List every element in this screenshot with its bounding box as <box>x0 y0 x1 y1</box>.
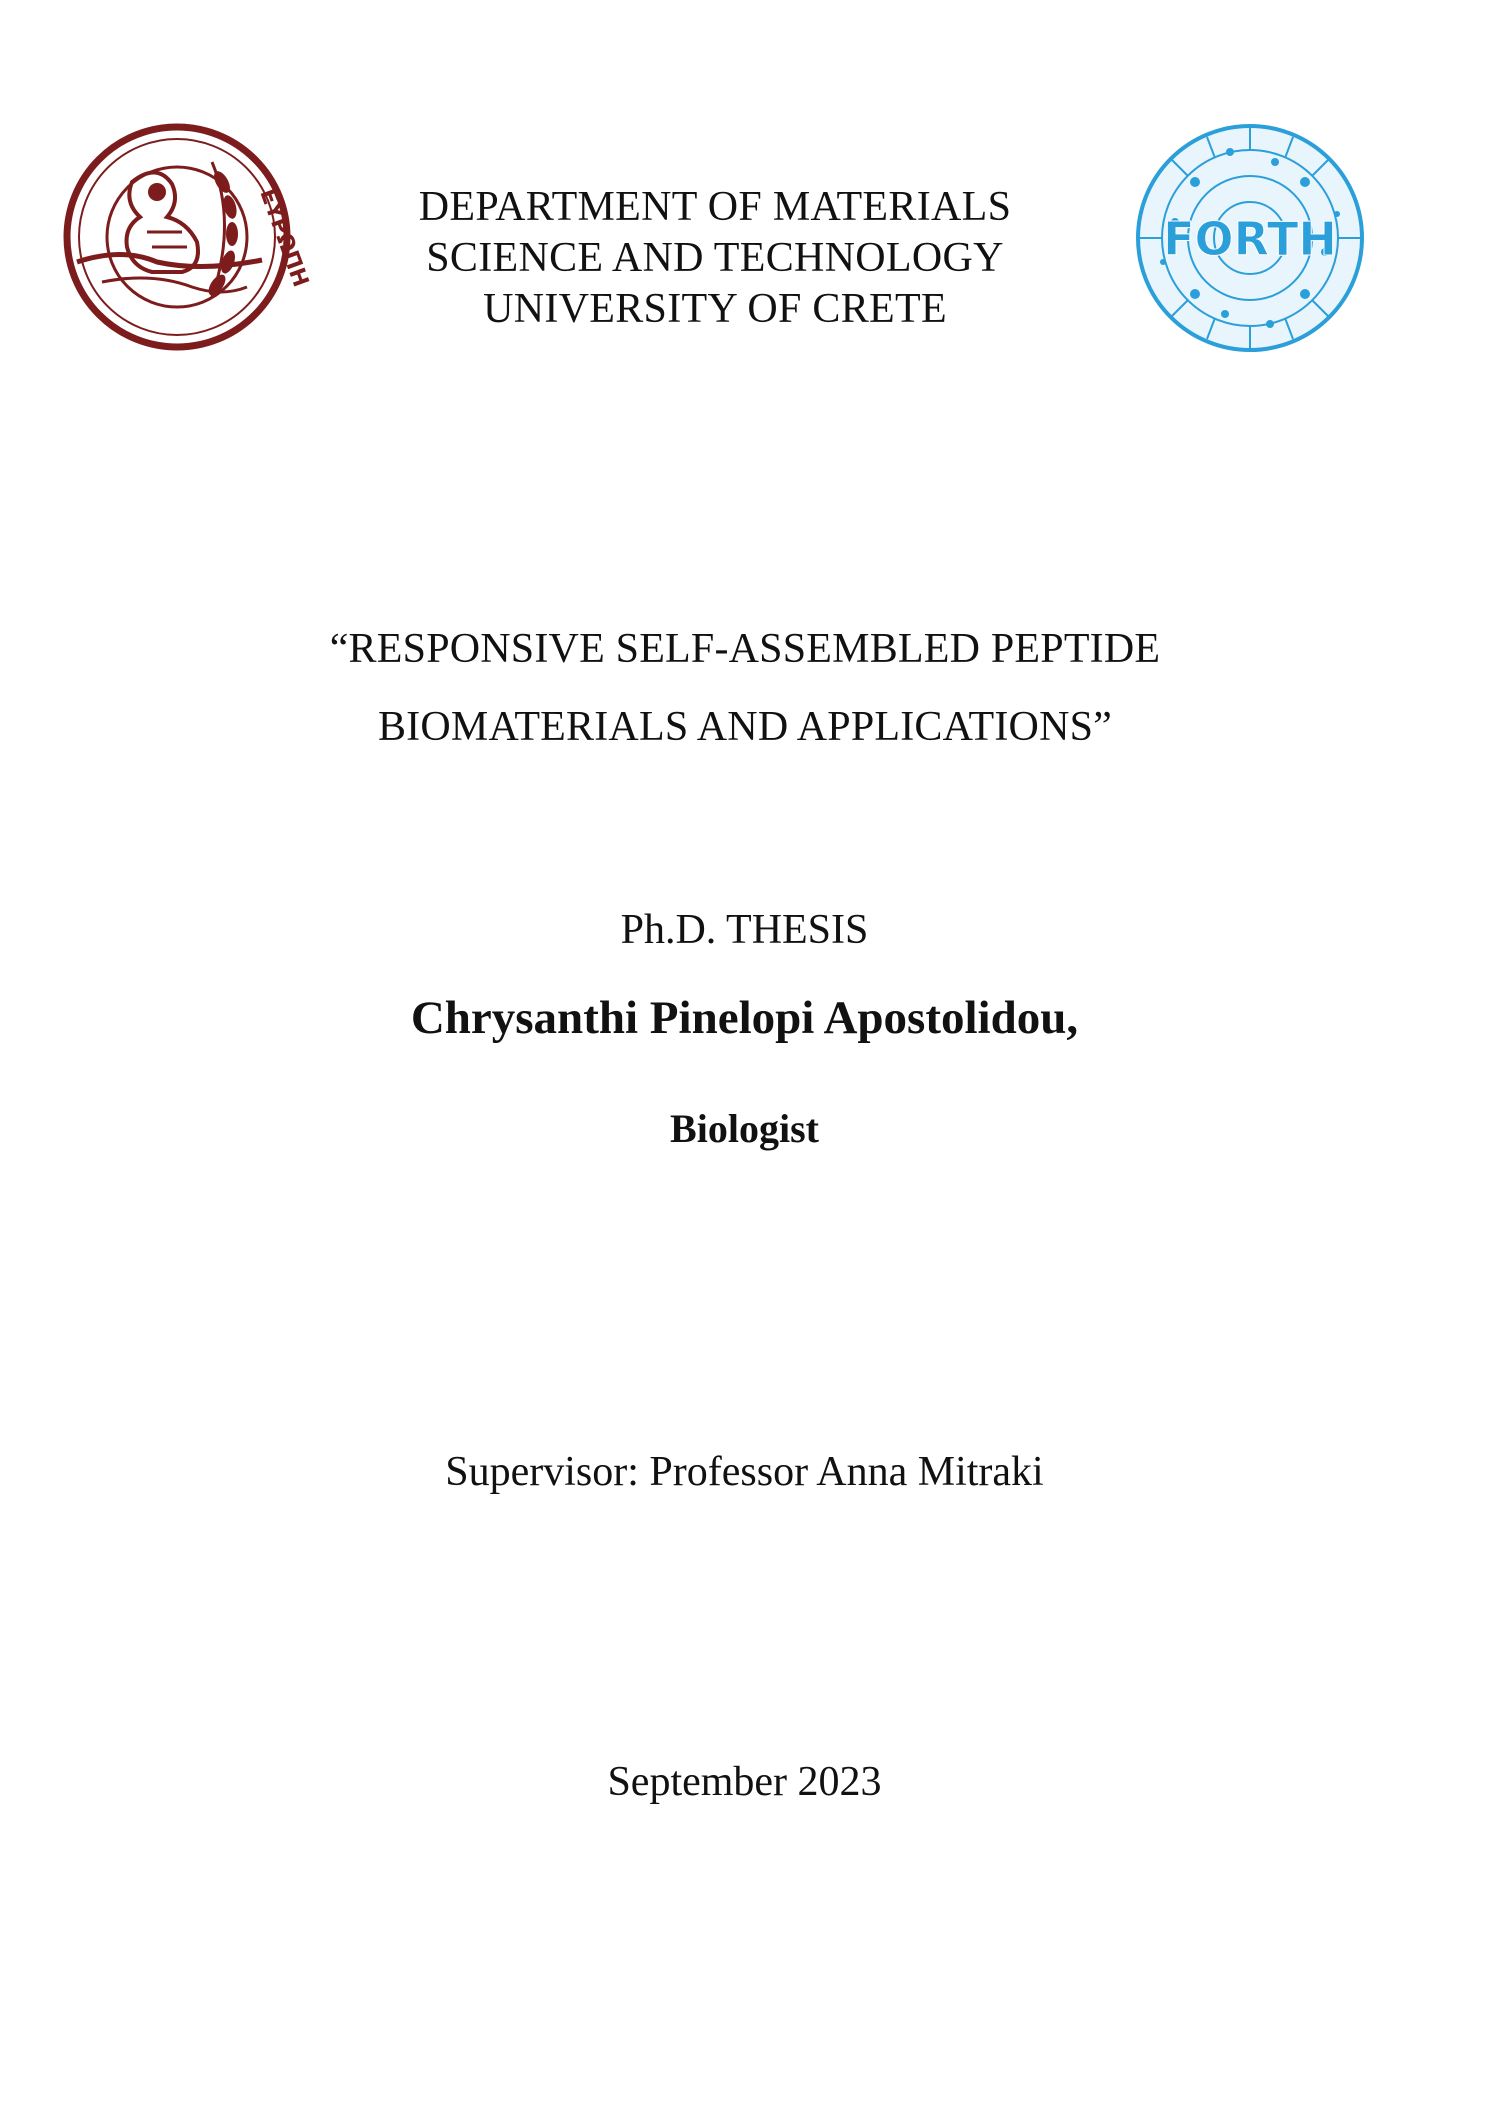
thesis-title <box>200 610 1290 766</box>
author-role: Biologist <box>670 1106 819 1151</box>
forth-lettering: FORTH <box>1163 212 1337 266</box>
author-name: Chrysanthi Pinelopi Apostolidou, <box>410 992 1079 1044</box>
department-line: UNIVERSITY OF CRETE <box>483 286 947 332</box>
seal-lettering: ΕΥΡΩΠΗ <box>254 185 313 291</box>
thesis-title-line: BIOMATERIALS AND APPLICATIONS” <box>377 704 1113 750</box>
department-line: SCIENCE AND TECHNOLOGY <box>426 235 1004 281</box>
university-of-crete-seal-icon <box>62 122 313 352</box>
forth-phaistos-disc-logo-icon <box>1135 122 1365 354</box>
supervisor: Supervisor: Professor Anna Mitraki <box>445 1449 1044 1495</box>
document-type: Ph.D. THESIS <box>620 907 869 953</box>
department-line: DEPARTMENT OF MATERIALS <box>418 184 1012 230</box>
publication-date: September 2023 <box>607 1759 882 1805</box>
thesis-title-line: “RESPONSIVE SELF-ASSEMBLED PEPTIDE <box>329 626 1161 672</box>
department-header <box>330 182 1100 335</box>
